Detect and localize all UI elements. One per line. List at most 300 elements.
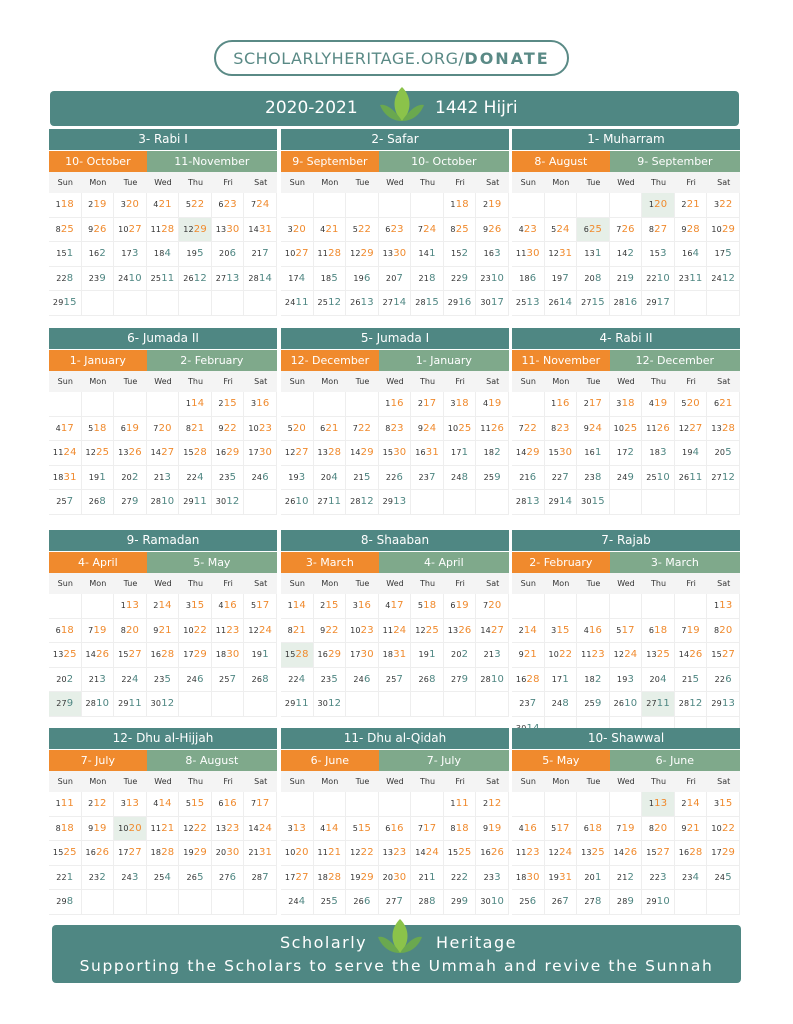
weekday-label: Sat [717,178,731,187]
day-cell: 28 9 [610,890,643,915]
day-cell: 24 6 [244,466,277,491]
weekday-label: Mon [552,377,570,386]
gregorian-months [49,350,277,371]
day-grid [512,193,740,316]
day-cell: 3 20 [281,218,314,243]
day-cell: 12 22 [179,817,212,842]
day-grid [512,594,740,741]
day-cell: 26 13 [346,291,379,316]
day-cell: 28 14 [244,267,277,292]
day-cell: 23 9 [82,267,115,292]
empty-cell [147,291,180,316]
day-cell: 12 24 [244,619,277,644]
day-cell: 15 27 [707,643,740,668]
weekday-label: Sat [254,777,268,786]
day-cell: 10 22 [179,619,212,644]
day-cell: 5 17 [545,817,578,842]
weekday-label: Thu [420,777,436,786]
empty-cell [411,193,444,218]
empty-cell [179,890,212,915]
empty-cell [49,594,82,619]
weekday-label: Wed [154,777,172,786]
day-cell: 17 4 [281,267,314,292]
day-cell: 5 15 [346,817,379,842]
weekday-label: Thu [420,377,436,386]
day-cell: 16 4 [675,242,708,267]
day-cell: 23 5 [212,466,245,491]
day-cell: 21 2 [610,866,643,891]
empty-cell [512,792,545,817]
day-cell: 4 16 [212,594,245,619]
weekday-header [512,573,740,594]
empty-cell [346,193,379,218]
day-cell: 11 28 [147,218,180,243]
gregorian-months [512,552,740,573]
day-cell: 15 3 [642,242,675,267]
weekday-label: Tue [586,377,601,386]
hijri-month-title: 9- Ramadan [49,530,277,551]
day-cell: 20 7 [379,267,412,292]
day-cell: 15 30 [379,441,412,466]
empty-cell [411,490,444,515]
day-cell: 25 7 [49,490,82,515]
day-cell: 19 1 [244,643,277,668]
empty-cell [244,490,277,515]
day-cell: 27 6 [212,866,245,891]
weekday-label: Fri [223,178,233,187]
empty-cell [411,692,444,717]
weekday-label: Sat [486,377,500,386]
weekday-header [512,371,740,392]
day-cell: 15 25 [49,841,82,866]
day-cell: 11 26 [642,417,675,442]
weekday-label: Sun [520,377,536,386]
day-cell: 4 14 [147,792,180,817]
day-cell: 22 8 [49,267,82,292]
day-cell: 20 2 [114,466,147,491]
day-cell: 5 18 [82,417,115,442]
day-cell: 28 8 [411,890,444,915]
empty-cell [346,692,379,717]
weekday-label: Tue [355,777,370,786]
day-cell: 25 7 [379,668,412,693]
day-cell: 22 6 [379,466,412,491]
day-cell: 25 9 [476,466,509,491]
day-cell: 9 21 [512,643,545,668]
day-cell: 5 22 [179,193,212,218]
day-cell: 17 1 [444,441,477,466]
day-cell: 19 29 [346,866,379,891]
day-cell: 25 4 [147,866,180,891]
hijri-month-title: 5- Jumada I [281,328,509,349]
day-cell: 8 18 [49,817,82,842]
day-cell: 6 21 [707,392,740,417]
day-cell: 26 8 [244,668,277,693]
gregorian-month-2: 4- April [379,552,509,573]
empty-cell [512,594,545,619]
weekday-label: Thu [188,579,204,588]
month-block [49,530,277,717]
day-cell: 6 21 [314,417,347,442]
weekday-label: Sat [254,178,268,187]
day-cell: 14 26 [82,643,115,668]
weekday-label: Mon [552,777,570,786]
day-cell: 9 26 [476,218,509,243]
weekday-label: Sun [520,579,536,588]
weekday-label: Mon [89,178,107,187]
month-block [49,328,277,515]
day-cell: 3 15 [707,792,740,817]
day-cell: 2 15 [212,392,245,417]
month-block [512,129,740,316]
gregorian-months [281,350,509,371]
day-grid [281,792,509,915]
day-cell: 14 27 [147,441,180,466]
empty-cell [346,792,379,817]
weekday-header [49,771,277,792]
day-cell: 3 13 [281,817,314,842]
leaf-logo-icon [376,83,428,127]
weekday-header [512,771,740,792]
day-cell: 28 10 [476,668,509,693]
day-grid [49,193,277,316]
hijri-month-title: 1- Muharram [512,129,740,150]
day-cell: 28 7 [244,866,277,891]
day-cell: 30 12 [314,692,347,717]
day-grid [49,792,277,915]
day-cell: 15 1 [49,242,82,267]
empty-cell [244,291,277,316]
weekday-label: Thu [651,777,667,786]
weekday-label: Sun [57,178,73,187]
day-cell: 8 25 [49,218,82,243]
day-cell: 18 4 [147,242,180,267]
empty-cell [577,792,610,817]
day-cell: 10 22 [545,643,578,668]
gregorian-month-1: 3- March [281,552,379,573]
hijri-month-title: 7- Rajab [512,530,740,551]
weekday-label: Tue [586,178,601,187]
weekday-label: Sat [254,377,268,386]
day-cell: 23 7 [411,466,444,491]
weekday-label: Mon [552,178,570,187]
day-cell: 12 31 [545,242,578,267]
day-cell: 11 23 [512,841,545,866]
weekday-header [512,172,740,193]
day-cell: 29 11 [114,692,147,717]
month-block [512,328,740,515]
day-cell: 7 17 [244,792,277,817]
weekday-label: Tue [123,377,138,386]
day-cell: 8 20 [707,619,740,644]
day-cell: 11 24 [379,619,412,644]
day-cell: 18 28 [314,866,347,891]
day-cell: 28 13 [512,490,545,515]
day-cell: 7 20 [147,417,180,442]
weekday-label: Tue [586,579,601,588]
day-cell: 1 18 [444,193,477,218]
day-cell: 17 5 [707,242,740,267]
weekday-label: Thu [420,579,436,588]
month-block [281,129,509,316]
day-cell: 7 22 [346,417,379,442]
day-cell: 10 20 [281,841,314,866]
gregorian-months [281,151,509,172]
day-cell: 20 4 [642,668,675,693]
gregorian-month-2: 12- December [610,350,740,371]
weekday-label: Tue [355,579,370,588]
weekday-label: Fri [455,178,465,187]
weekday-header [49,573,277,594]
gregorian-month-1: 6- June [281,750,379,771]
day-cell: 29 15 [49,291,82,316]
donate-action: DONATE [464,48,550,68]
empty-cell [114,392,147,417]
day-cell: 10 27 [281,242,314,267]
day-cell: 18 6 [512,267,545,292]
day-cell: 21 3 [476,643,509,668]
day-cell: 18 30 [212,643,245,668]
gregorian-month-1: 4- April [49,552,147,573]
day-cell: 22 4 [281,668,314,693]
day-cell: 26 11 [675,466,708,491]
weekday-label: Wed [617,377,635,386]
donate-link[interactable] [214,40,569,76]
day-cell: 16 3 [476,242,509,267]
day-cell: 26 10 [281,490,314,515]
day-cell: 19 1 [411,643,444,668]
day-cell: 28 12 [675,692,708,717]
day-cell: 27 9 [49,692,82,717]
empty-cell [675,594,708,619]
day-cell: 24 12 [707,267,740,292]
day-cell: 10 29 [707,218,740,243]
day-cell: 22 9 [444,267,477,292]
empty-cell [314,392,347,417]
day-cell: 15 2 [444,242,477,267]
day-cell: 22 10 [642,267,675,292]
hijri-month-title: 4- Rabi II [512,328,740,349]
weekday-header [49,172,277,193]
gregorian-months [49,750,277,771]
day-cell: 2 14 [512,619,545,644]
day-cell: 13 1 [577,242,610,267]
weekday-label: Sat [254,579,268,588]
empty-cell [675,291,708,316]
day-cell: 16 26 [476,841,509,866]
weekday-label: Wed [386,579,404,588]
weekday-label: Fri [455,579,465,588]
day-cell: 18 2 [476,441,509,466]
day-cell: 25 7 [212,668,245,693]
day-cell: 15 28 [281,643,314,668]
day-cell: 9 19 [476,817,509,842]
weekday-label: Mon [321,579,339,588]
day-cell: 27 7 [379,890,412,915]
day-cell: 17 3 [114,242,147,267]
day-cell: 29 8 [49,890,82,915]
day-cell: 13 25 [577,841,610,866]
day-grid [512,792,740,915]
day-cell: 26 5 [179,866,212,891]
day-cell: 30 15 [577,490,610,515]
weekday-label: Fri [455,777,465,786]
day-cell: 26 7 [545,890,578,915]
day-cell: 21 9 [610,267,643,292]
footer-banner [52,925,741,983]
day-cell: 12 25 [82,441,115,466]
weekday-label: Sun [520,178,536,187]
day-cell: 9 24 [411,417,444,442]
day-cell: 22 1 [49,866,82,891]
day-cell: 19 7 [545,267,578,292]
day-cell: 7 19 [610,817,643,842]
day-cell: 13 30 [379,242,412,267]
gregorian-month-2: 9- September [610,151,740,172]
month-block [49,728,277,915]
day-cell: 20 30 [212,841,245,866]
day-cell: 4 17 [379,594,412,619]
day-cell: 22 4 [179,466,212,491]
weekday-label: Fri [455,377,465,386]
day-cell: 20 2 [444,643,477,668]
day-cell: 20 5 [707,441,740,466]
weekday-header [281,771,509,792]
empty-cell [675,890,708,915]
empty-cell [545,792,578,817]
day-cell: 21 31 [244,841,277,866]
day-cell: 10 20 [114,817,147,842]
weekday-label: Sun [57,777,73,786]
weekday-label: Fri [686,377,696,386]
day-cell: 11 28 [314,242,347,267]
weekday-label: Thu [651,178,667,187]
empty-cell [610,193,643,218]
day-cell: 18 31 [379,643,412,668]
month-block [281,530,509,717]
month-block [281,328,509,515]
day-cell: 17 29 [179,643,212,668]
day-cell: 24 9 [610,466,643,491]
day-cell: 24 8 [545,692,578,717]
empty-cell [314,193,347,218]
weekday-label: Sun [520,777,536,786]
day-cell: 3 15 [179,594,212,619]
day-cell: 1 20 [642,193,675,218]
day-cell: 6 18 [49,619,82,644]
weekday-label: Mon [89,377,107,386]
empty-cell [82,291,115,316]
day-grid [49,594,277,717]
weekday-label: Sat [717,777,731,786]
day-cell: 4 19 [476,392,509,417]
day-cell: 18 31 [49,466,82,491]
day-cell: 8 23 [379,417,412,442]
empty-cell [610,792,643,817]
weekday-label: Wed [154,579,172,588]
weekday-label: Thu [188,777,204,786]
day-cell: 13 28 [314,441,347,466]
day-cell: 26 12 [179,267,212,292]
day-cell: 13 23 [212,817,245,842]
day-cell: 11 26 [476,417,509,442]
day-cell: 27 9 [444,668,477,693]
gregorian-month-2: 2- February [147,350,277,371]
day-cell: 30 17 [476,291,509,316]
day-cell: 12 27 [281,441,314,466]
day-cell: 6 25 [577,218,610,243]
weekday-label: Sat [717,579,731,588]
day-cell: 5 18 [411,594,444,619]
day-cell: 3 15 [545,619,578,644]
day-cell: 16 26 [82,841,115,866]
gregorian-months [49,151,277,172]
gregorian-month-1: 1- January [49,350,147,371]
day-cell: 10 23 [346,619,379,644]
day-cell: 14 24 [411,841,444,866]
gregorian-month-2: 1- January [379,350,509,371]
weekday-label: Sat [486,178,500,187]
day-cell: 4 16 [512,817,545,842]
day-cell: 6 23 [212,193,245,218]
gregorian-month-1: 12- December [281,350,379,371]
empty-cell [244,890,277,915]
day-cell: 26 6 [346,890,379,915]
day-grid [281,594,509,717]
weekday-label: Thu [651,377,667,386]
day-cell: 12 27 [675,417,708,442]
day-cell: 22 3 [642,866,675,891]
day-cell: 27 8 [577,890,610,915]
day-cell: 14 29 [512,441,545,466]
weekday-label: Fri [223,777,233,786]
weekday-label: Wed [154,178,172,187]
gregorian-month-1: 9- September [281,151,379,172]
day-cell: 28 10 [147,490,180,515]
day-cell: 15 27 [114,643,147,668]
empty-cell [179,291,212,316]
weekday-label: Sun [289,377,305,386]
day-cell: 16 29 [314,643,347,668]
calendar-header [50,91,739,126]
day-cell: 27 11 [642,692,675,717]
day-cell: 18 30 [512,866,545,891]
day-cell: 3 16 [244,392,277,417]
day-cell: 21 1 [411,866,444,891]
day-cell: 29 13 [707,692,740,717]
day-cell: 1 14 [281,594,314,619]
day-cell: 18 3 [642,441,675,466]
day-cell: 25 10 [642,466,675,491]
gregorian-month-1: 2- February [512,552,610,573]
day-cell: 15 27 [642,841,675,866]
day-cell: 9 26 [82,218,115,243]
day-cell: 23 8 [577,466,610,491]
weekday-header [49,371,277,392]
day-cell: 3 20 [114,193,147,218]
empty-cell [314,792,347,817]
day-cell: 27 15 [577,291,610,316]
empty-cell [281,792,314,817]
hijri-month-title: 3- Rabi I [49,129,277,150]
day-cell: 29 16 [444,291,477,316]
empty-cell [476,490,509,515]
gregorian-years: 2020-2021 [265,98,358,118]
day-grid [281,392,509,515]
day-cell: 1 11 [444,792,477,817]
gregorian-months [49,552,277,573]
empty-cell [444,692,477,717]
